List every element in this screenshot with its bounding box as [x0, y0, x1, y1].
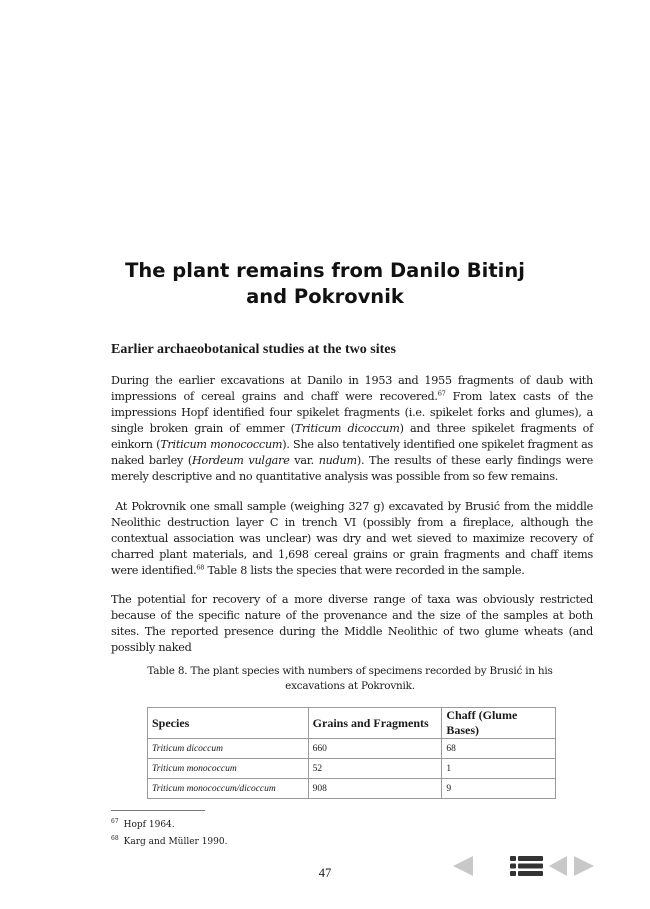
species-name: Triticum monococcum [160, 438, 283, 451]
paragraph-text: During the earlier excavations at Danilo in 1953 and 1955 fragments of daub with impressions of cereal grains and chaff were recovered. [111, 374, 593, 403]
table-cell-chaff: 1 [442, 759, 556, 779]
footnote-ref-68[interactable]: 68 [196, 563, 205, 572]
table-cell-chaff: 68 [442, 739, 556, 759]
page-title-line-1: The plant remains from Danilo Bitinj [125, 259, 525, 282]
table-row [148, 779, 556, 799]
paragraph-text: ). She also tentatively identified one spikelet fragment as naked barley ( [111, 438, 593, 467]
table-row [148, 739, 556, 759]
column-header-species: Species [148, 708, 309, 739]
footnotes [111, 815, 227, 849]
footnote-text: Karg and Müller 1990. [123, 837, 228, 847]
paragraph-text: At Pokrovnik one small sample (weighing 327 g) excavated by Brusić from the middle Neolithic destruction layer C in trench VI (possibly from a fireplace, although the contextual association was unclear) was dry and wet sieved to maximize recovery of charred plant materials, and 1,698 cereal grains or grain fragments and chaff items were identified. [111, 500, 593, 577]
table-cell-species: Triticum monococcum/dicoccum [148, 779, 309, 799]
previous-button[interactable] [548, 855, 568, 877]
page-number: 47 [318, 866, 332, 880]
species-name: Hordeum vulgare [191, 454, 290, 467]
species-table [147, 707, 556, 799]
footnote-ref-67[interactable]: 67 [437, 389, 446, 398]
footnote-number: 68 [111, 835, 119, 842]
paragraph-text: Table 8 lists the species that were recorded in the sample. [204, 564, 525, 577]
table-row [148, 759, 556, 779]
footnote-text: Hopf 1964. [123, 820, 175, 830]
footnote-divider [111, 810, 205, 811]
footnote-67 [111, 815, 227, 832]
table-of-contents-button[interactable] [510, 855, 544, 877]
footnote-number: 67 [111, 818, 119, 825]
arrow-right-icon [573, 855, 595, 877]
paragraph-text: From latex casts of the impressions Hopf identified four spikelet fragments (i.e. spikelet forks and glumes), a single broken grain of emmer ( [111, 390, 594, 435]
paragraph-2 [111, 499, 593, 579]
table-cell-grains: 660 [308, 739, 442, 759]
paragraph-3 [111, 592, 593, 656]
table-cell-grains: 52 [308, 759, 442, 779]
species-name: Triticum dicoccum [294, 422, 400, 435]
paragraph-text: The potential for recovery of a more diverse range of taxa was obviously restricted because of the specific nature of the provenance and the size of the samples at both sites. The reported presence during the Middle Neolithic of two glume wheats (and possibly naked [111, 593, 593, 654]
species-name: nudum [318, 454, 357, 467]
next-button[interactable] [573, 855, 595, 877]
paragraph-1 [111, 373, 593, 485]
paragraph-text: var. [289, 454, 319, 467]
table-header-row [148, 708, 556, 739]
table-cell-chaff: 9 [442, 779, 556, 799]
prev-page-icon [452, 855, 474, 877]
table-cell-species: Triticum monococcum [148, 759, 309, 779]
footnote-68 [111, 832, 227, 849]
page-title [0, 258, 650, 310]
paragraph-text: ) and three spikelet fragments of einkorn ( [111, 422, 593, 451]
arrow-left-icon [548, 855, 568, 877]
page-title-line-2: and Pokrovnik [246, 285, 404, 308]
table-cell-species: Triticum dicoccum [148, 739, 309, 759]
section-heading: Earlier archaeobotanical studies at the two sites [111, 342, 396, 357]
prev-page-button[interactable] [452, 855, 474, 877]
column-header-chaff: Chaff (Glume Bases) [442, 708, 556, 739]
column-header-grains: Grains and Fragments [308, 708, 442, 739]
table-cell-grains: 908 [308, 779, 442, 799]
table-caption: Table 8. The plant species with numbers of specimens recorded by Brusić in his excavations at Pokrovnik. [147, 665, 553, 692]
paragraph-text: ). The results of these early findings were merely descriptive and no quantitative analysis was possible from so few remains. [111, 454, 593, 483]
menu-list-icon [510, 855, 544, 877]
